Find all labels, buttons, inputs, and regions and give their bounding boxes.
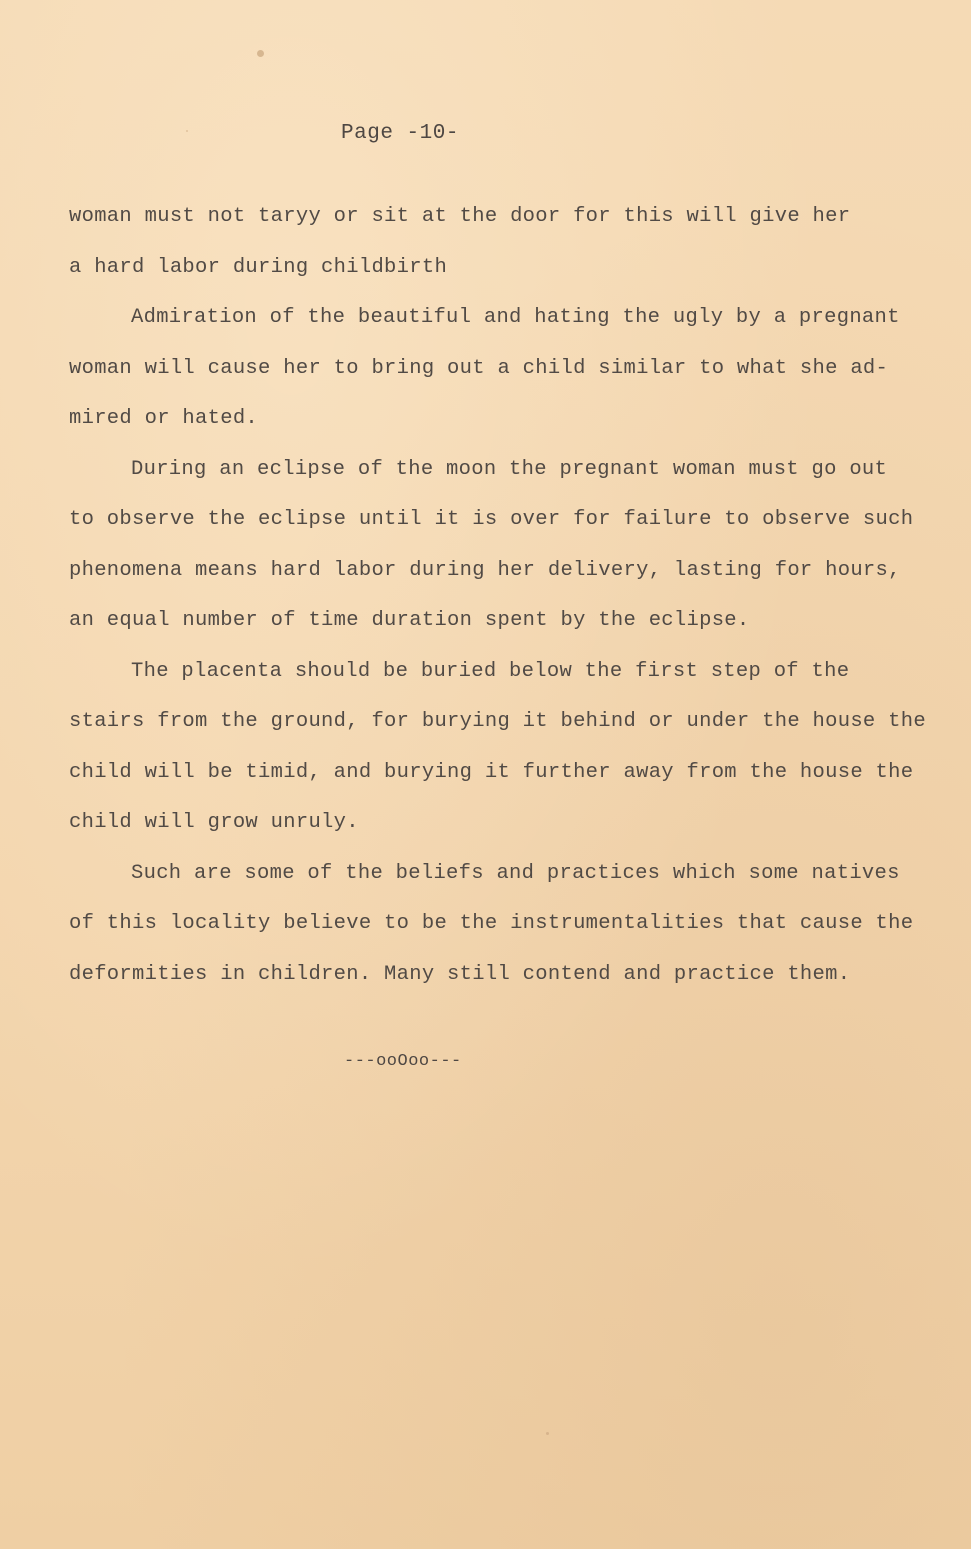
paper-speck [546, 1432, 549, 1435]
paragraph-start-line: Admiration of the beautiful and hating the ugly by a pregnant [131, 306, 900, 329]
text-line: deformities in children. Many still contend and practice them. [69, 962, 851, 986]
text-line: a hard labor during childbirth [69, 255, 448, 279]
text-line: woman will cause her to bring out a child similar to what she ad- [69, 356, 889, 380]
paragraph-start-line: Such are some of the beliefs and practices which some natives [131, 861, 900, 885]
text-line: of this locality believe to be the instrumentalities that cause the [69, 912, 914, 935]
end-ornament: ---ooOoo--- [344, 1052, 462, 1071]
document-body [69, 192, 939, 1000]
text-line: an equal number of time duration spent by the eclipse. [69, 609, 750, 632]
text-line: phenomena means hard labor during her delivery, lasting for hours, [69, 558, 901, 582]
text-line: mired or hated. [69, 407, 259, 430]
paragraph-start-line: The placenta should be buried below the first step of the [131, 659, 850, 683]
page-number-header: Page -10- [341, 122, 459, 145]
paragraph-start-line: During an eclipse of the moon the pregnant woman must go out [131, 457, 888, 481]
text-line: child will be timid, and burying it further away from the house the [69, 760, 914, 784]
paper-speck [257, 50, 264, 57]
text-line: stairs from the ground, for burying it behind or under the house the [69, 710, 926, 733]
text-line: woman must not taryy or sit at the door for this will give her [69, 205, 851, 228]
text-line: to observe the eclipse until it is over for failure to observe such [69, 508, 914, 531]
text-line: child will grow unruly. [69, 811, 359, 834]
